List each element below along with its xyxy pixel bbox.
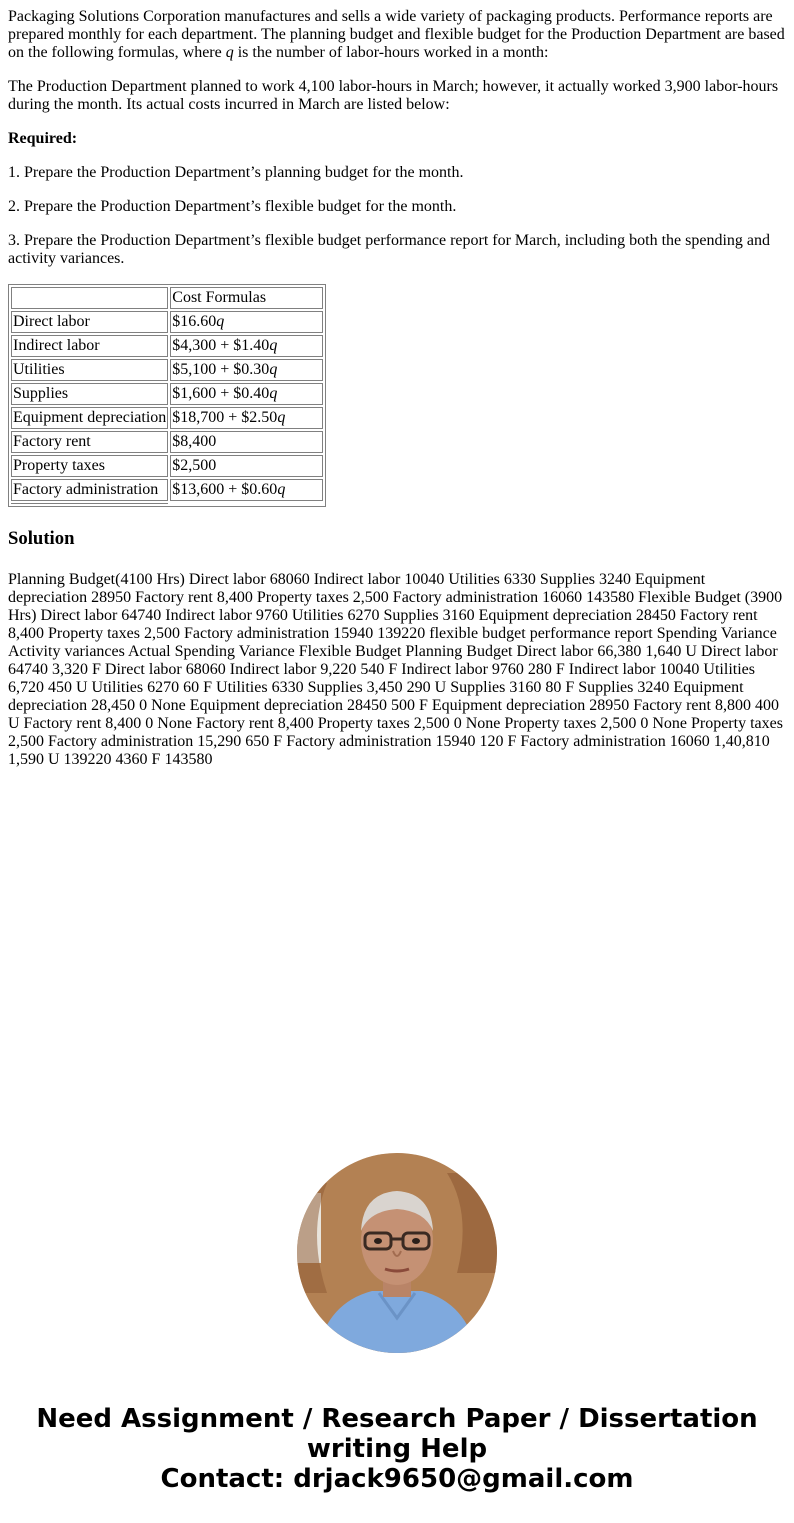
cost-formula bbox=[170, 311, 323, 333]
document-content bbox=[8, 8, 786, 769]
table-row bbox=[11, 311, 323, 333]
table-row bbox=[11, 407, 323, 429]
requirement-3: 3. Prepare the Production Department’s flexible budget performance report for March, including both the spending and activity variances. bbox=[8, 232, 770, 267]
cost-formula-variable: q bbox=[216, 313, 225, 330]
cost-formula bbox=[170, 431, 323, 453]
cost-item-name: Supplies bbox=[11, 383, 168, 405]
table-row bbox=[11, 359, 323, 381]
table-empty-cell bbox=[11, 503, 168, 504]
intro-text-part2: is the number of labor-hours worked in a month: bbox=[233, 44, 549, 61]
cost-formula-amount: $1,600 + $0.40 bbox=[172, 385, 270, 402]
cost-formula-amount: $13,600 + $0.60 bbox=[172, 481, 278, 498]
cost-formula-variable: q bbox=[269, 361, 278, 378]
cost-formula-variable: q bbox=[269, 385, 278, 402]
table-header-blank bbox=[11, 287, 168, 309]
cost-formula bbox=[170, 383, 323, 405]
promo-line-2: writing Help bbox=[306, 1434, 488, 1464]
author-portrait-image bbox=[297, 1153, 497, 1353]
cost-formula bbox=[170, 359, 323, 381]
labor-hours-paragraph: The Production Department planned to work 4,100 labor-hours in March; however, it actually worked 3,900 labor-hours during the month. Its actual costs incurred in March are listed below: bbox=[8, 78, 779, 113]
solution-heading: Solution bbox=[8, 528, 75, 549]
cost-formula bbox=[170, 407, 323, 429]
required-heading: Required: bbox=[8, 130, 78, 147]
table-row bbox=[11, 335, 323, 357]
cost-formulas-table bbox=[8, 284, 326, 507]
table-row bbox=[11, 479, 323, 501]
promo-line-1: Need Assignment / Research Paper / Dissertation bbox=[36, 1404, 758, 1434]
cost-formula bbox=[170, 455, 323, 477]
cost-formula-variable: q bbox=[277, 481, 286, 498]
solution-text: Planning Budget(4100 Hrs) Direct labor 68060 Indirect labor 10040 Utilities 6330 Supplies 3240 Equipment depreciation 28950 Factory rent 8,400 Property taxes 2,500 Factory administration 16060 143580 Flexible Budget (3900 Hrs) Direct labor 64740 Indirect labor 9760 Utilities 6270 Supplies 3160 Equipment depreciation 28450 Factory rent 8,400 Property taxes 2,500 Factory administration 15940 139220 flexible budget performance report Spending Variance Activity variances Actual Spending Variance Flexible Budget Planning Budget Direct labor 66,380 1,640 U Direct labor 64740 3,320 F Direct labor 68060 Indirect labor 9,220 540 F Indirect labor 9760 280 F Indirect labor 10040 Utilities 6,720 450 U Utilities 6270 60 F Utilities 6330 Supplies 3,450 290 U Supplies 3160 80 F Supplies 3240 Equipment depreciation 28,450 0 None Equipment depreciation 28450 500 F Equipment depreciation 28950 Factory rent 8,800 400 U Factory rent 8,400 0 None Factory rent 8,400 Property taxes 2,500 0 None Property taxes 2,500 0 None Property taxes 2,500 Factory administration 15,290 650 F Factory administration 15940 120 F Factory administration 16060 1,40,810 1,590 U 139220 4360 F 143580 bbox=[8, 571, 783, 768]
requirement-2: 2. Prepare the Production Department’s flexible budget for the month. bbox=[8, 198, 457, 215]
intro-variable-q: q bbox=[225, 44, 234, 61]
intro-paragraph bbox=[8, 8, 786, 62]
promo-contact: Contact: drjack9650@gmail.com bbox=[160, 1464, 634, 1494]
cost-formula-amount: $2,500 bbox=[172, 457, 217, 474]
cost-formula-amount: $16.60 bbox=[172, 313, 217, 330]
cost-item-name: Equipment depreciation bbox=[11, 407, 168, 429]
cost-formula bbox=[170, 335, 323, 357]
author-avatar bbox=[297, 1153, 497, 1353]
intro-text-part1: Packaging Solutions Corporation manufactures and sells a wide variety of packaging products. Performance reports are prepared monthly for each department. The planning budget and flexible budget for the Production Department are based on the following formulas, where bbox=[8, 8, 785, 61]
table-row bbox=[11, 455, 323, 477]
cost-item-name: Utilities bbox=[11, 359, 168, 381]
cost-formula bbox=[170, 479, 323, 501]
cost-item-name: Factory administration bbox=[11, 479, 168, 501]
table-header-row bbox=[11, 287, 323, 309]
cost-formula-amount: $5,100 + $0.30 bbox=[172, 361, 270, 378]
cost-item-name: Property taxes bbox=[11, 455, 168, 477]
cost-item-name: Direct labor bbox=[11, 311, 168, 333]
cost-formula-amount: $18,700 + $2.50 bbox=[172, 409, 278, 426]
table-row bbox=[11, 431, 323, 453]
cost-item-name: Indirect labor bbox=[11, 335, 168, 357]
promo-banner bbox=[0, 1404, 794, 1494]
cost-formula-variable: q bbox=[277, 409, 286, 426]
table-row bbox=[11, 383, 323, 405]
cost-formula-amount: $4,300 + $1.40 bbox=[172, 337, 270, 354]
table-header-cost-formulas: Cost Formulas bbox=[170, 287, 323, 309]
cost-item-name: Factory rent bbox=[11, 431, 168, 453]
cost-formula-amount: $8,400 bbox=[172, 433, 217, 450]
cost-formula-variable: q bbox=[269, 337, 278, 354]
table-empty-row bbox=[11, 503, 323, 504]
requirement-1: 1. Prepare the Production Department’s planning budget for the month. bbox=[8, 164, 464, 181]
